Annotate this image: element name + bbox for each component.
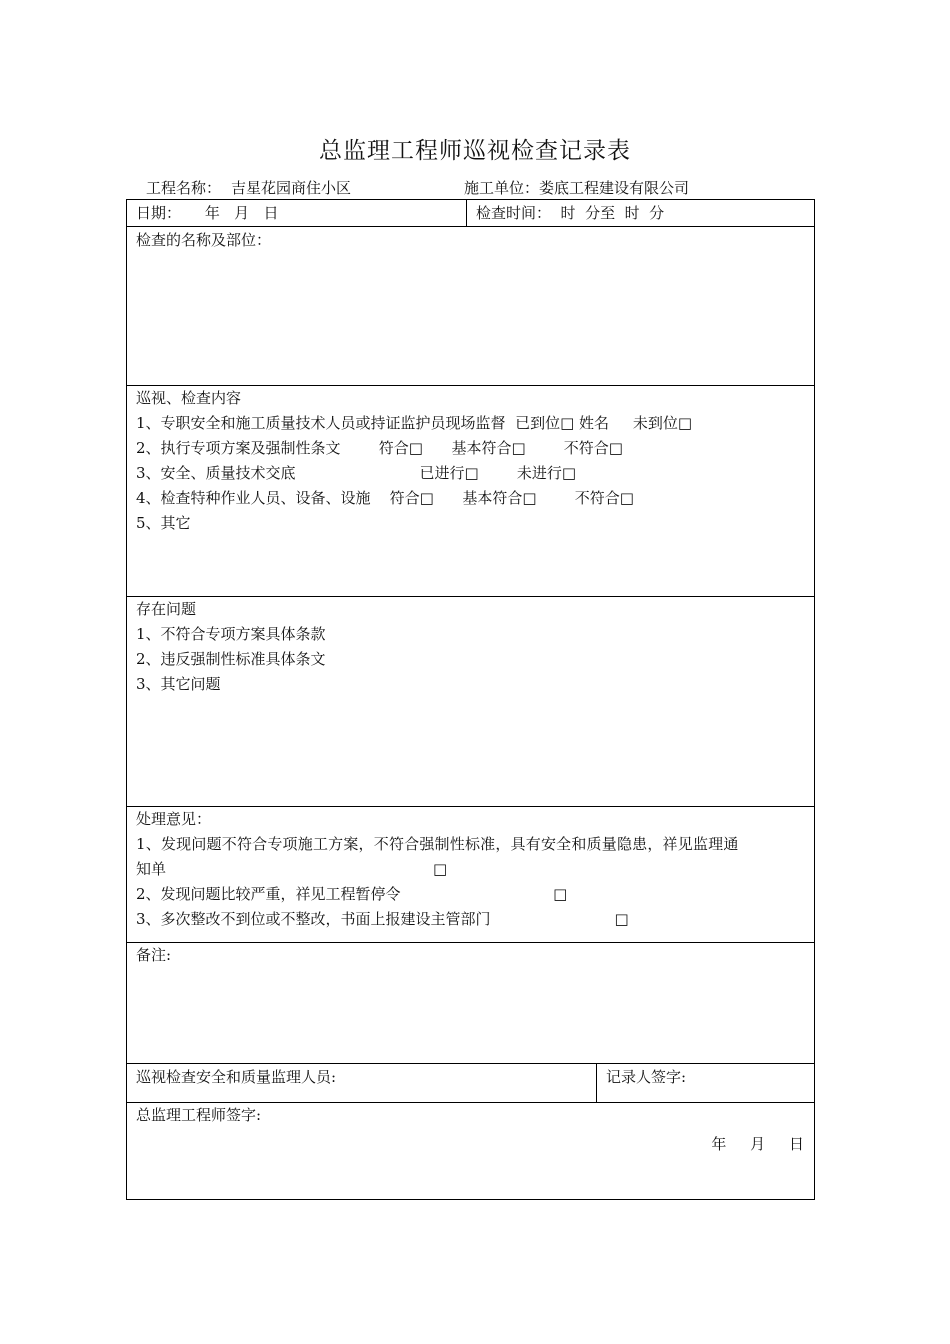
inspector-label: 巡视检查安全和质量监理人员: [136, 1068, 337, 1086]
recorder-cell [597, 1064, 814, 1102]
date-text: 日期： 年 月 日 [136, 204, 279, 222]
inspection-item: 5、其它 [136, 514, 191, 532]
inspection-location-label: 检查的名称及部位： [136, 231, 272, 249]
chief-signature-cell [127, 1103, 814, 1199]
contractor-label: 施工单位： [464, 179, 540, 197]
contractor-line [464, 177, 689, 198]
inspection-content-cell [127, 386, 814, 596]
issues-cell [127, 597, 814, 806]
inspection-content-heading: 巡视、检查内容 [136, 389, 242, 407]
inspection-content-row [127, 386, 814, 597]
handling-heading: 处理意见： [136, 810, 212, 828]
inspection-location-row [127, 227, 814, 386]
inspection-item: 3、安全、质量技术交底 已进行□ 未进行□ [136, 464, 577, 482]
time-cell [467, 200, 814, 226]
issue-item: 2、违反强制性标准具体条文 [136, 650, 326, 668]
chief-signature-label: 总监理工程师签字: [136, 1106, 262, 1124]
inspection-item: 1、专职安全和施工质量技术人员或持证监护员现场监督 已到位□ 姓名 未到位□ [136, 414, 693, 432]
handling-item: 1、发现问题不符合专项施工方案，不符合强制性标准，具有安全和质量隐患，祥见监理通 [136, 835, 739, 853]
project-label: 工程名称： [146, 179, 222, 197]
handling-row [127, 807, 814, 943]
issues-heading: 存在问题 [136, 600, 197, 618]
time-text: 检查时间： 时 分至 时 分 [476, 204, 665, 222]
handling-item: 3、多次整改不到位或不整改，书面上报建设主管部门 □ [136, 910, 629, 928]
remarks-cell [127, 943, 814, 1063]
handling-cell [127, 807, 814, 942]
chief-signature-row [127, 1103, 814, 1199]
date-row [127, 200, 814, 227]
remarks-label: 备注: [136, 946, 172, 964]
project-name: 吉星花园商住小区 [231, 179, 352, 197]
inspection-item: 4、检查特种作业人员、设备、设施 符合□ 基本符合□ 不符合□ [136, 489, 634, 507]
handling-item: 知单 □ [136, 860, 448, 878]
chief-signature-date: 年 月 日 [711, 1135, 804, 1153]
inspection-form-table [126, 199, 815, 1200]
recorder-label: 记录人签字: [606, 1068, 687, 1086]
handling-item: 2、发现问题比较严重，祥见工程暂停令 □ [136, 885, 568, 903]
project-name-line [146, 177, 351, 198]
issues-row [127, 597, 814, 807]
inspection-item: 2、执行专项方案及强制性条文 符合□ 基本符合□ 不符合□ [136, 439, 623, 457]
inspection-location-cell [127, 227, 814, 385]
signature-row [127, 1064, 814, 1103]
issue-item: 1、不符合专项方案具体条款 [136, 625, 326, 643]
inspector-cell [127, 1064, 597, 1102]
contractor-name: 娄底工程建设有限公司 [539, 179, 690, 197]
date-cell [127, 200, 467, 226]
document-title: 总监理工程师巡视检查记录表 [319, 138, 631, 164]
remarks-row [127, 943, 814, 1064]
issue-item: 3、其它问题 [136, 675, 221, 693]
